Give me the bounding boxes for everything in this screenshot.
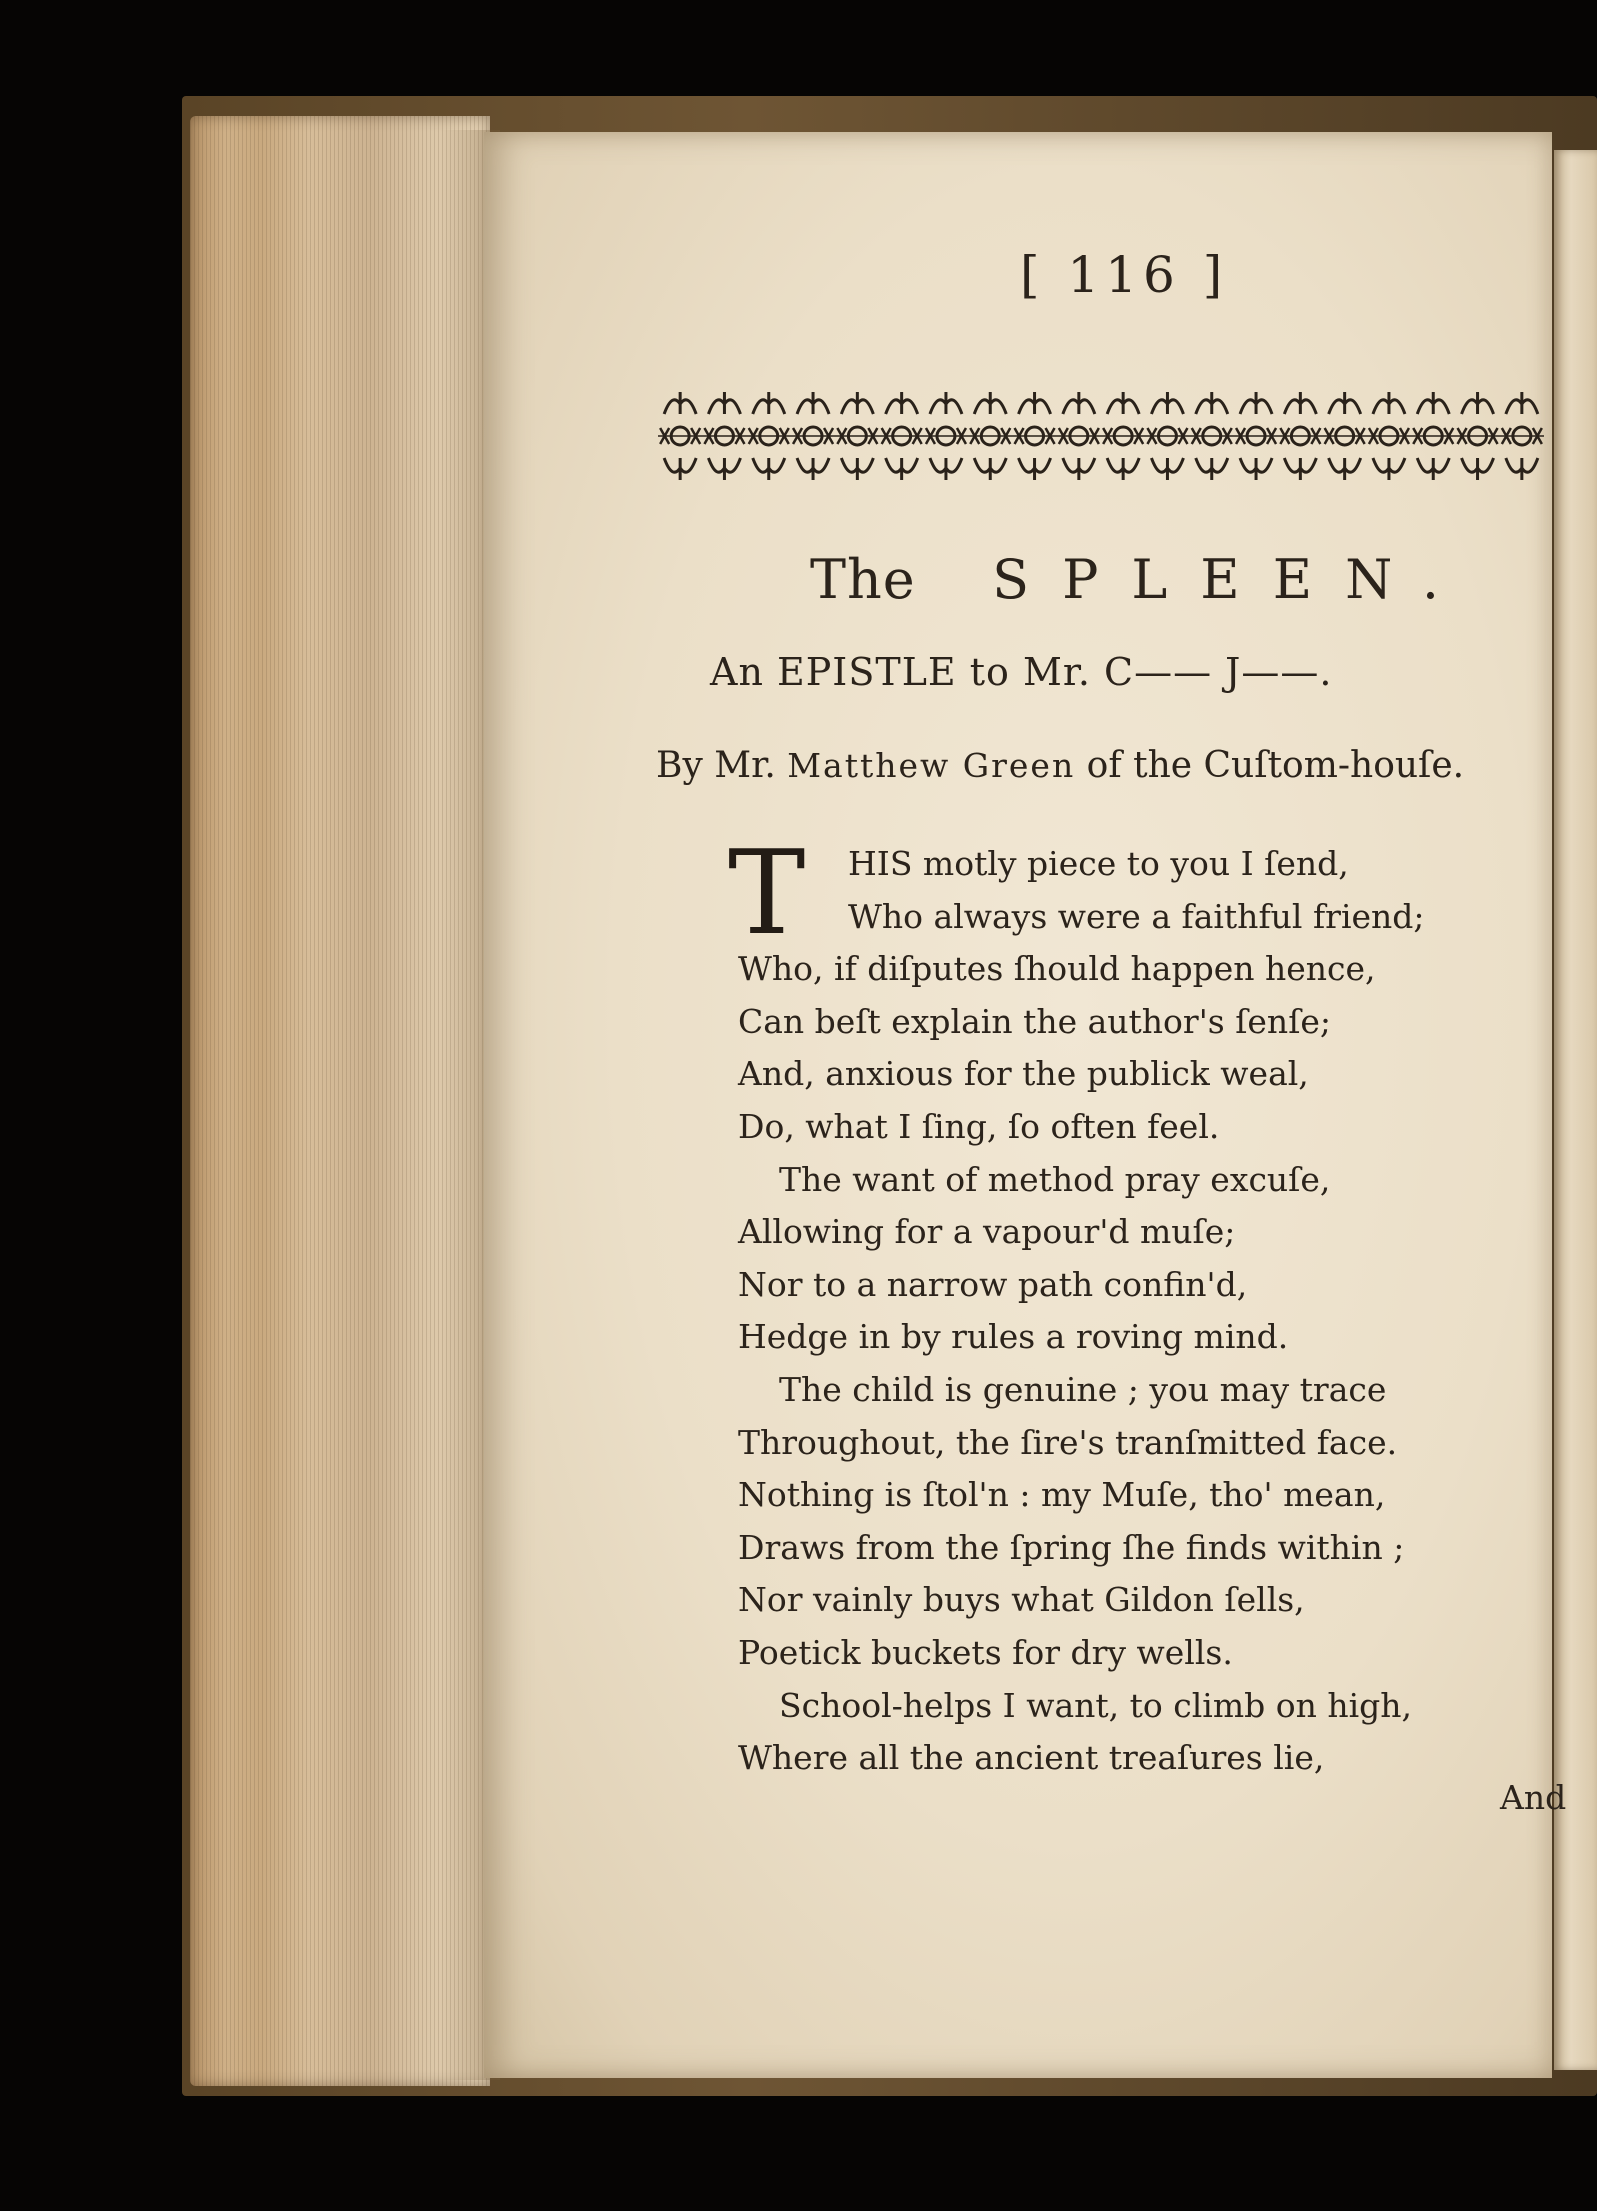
ornament-fleuron-bottom (1240, 458, 1272, 480)
ornament-fleuron-bottom (1462, 458, 1494, 480)
ornament-fleuron-bottom (1107, 458, 1139, 480)
author-line (656, 745, 1464, 786)
ornament-fleuron-top (1329, 392, 1361, 414)
ornament-fleuron-top (930, 392, 962, 414)
ornament-fleuron-bottom (841, 458, 873, 480)
verse-line: And, anxious for the publick weal, (738, 1054, 1309, 1093)
ornament-fleuron-bottom (1196, 458, 1228, 480)
verse-line: Who always were a faithful friend; (848, 897, 1425, 936)
catchword: And (1500, 1778, 1567, 1817)
ornament-fleuron-top (664, 392, 696, 414)
ornament-fleuron-bottom (1506, 458, 1538, 480)
ornament-fleuron-bottom (974, 458, 1006, 480)
verse-line: Allowing for a vapour'd muſe; (738, 1212, 1236, 1251)
ornament-fleuron-bottom (1284, 458, 1316, 480)
ornament-fleuron-top (841, 392, 873, 414)
author-prefix: By Mr. (656, 745, 776, 786)
ornament-fleuron-bottom (1151, 458, 1183, 480)
epistle-heading: An EPISTLE to Mr. C—— J——. (710, 650, 1333, 694)
ornament-fleuron-bottom (1329, 458, 1361, 480)
ornament-fleuron-bottom (1373, 458, 1405, 480)
ornament-fleuron-top (1373, 392, 1405, 414)
title-spleen: SPLEEN. (992, 548, 1473, 611)
ornament-fleuron-bottom (797, 458, 829, 480)
ornament-fleuron-top (886, 392, 918, 414)
ornament-fleuron-top (1506, 392, 1538, 414)
verse-line: Poetick buckets for dry wells. (738, 1633, 1233, 1672)
ornament-fleuron-bottom (930, 458, 962, 480)
ornament-fleuron-bottom (753, 458, 785, 480)
ornament-fleuron-bottom (708, 458, 740, 480)
verse-line: School-helps I want, to climb on high, (779, 1686, 1413, 1725)
ornament-fleuron-top (1417, 392, 1449, 414)
ornament-fleuron-bottom (1063, 458, 1095, 480)
page-title (810, 548, 1472, 611)
title-article: The (810, 548, 916, 611)
ornament-fleuron-top (1240, 392, 1272, 414)
drop-cap: T (728, 826, 806, 961)
ornament-fleuron-top (1019, 392, 1051, 414)
ornament-fleuron-bottom (1417, 458, 1449, 480)
ornament-fleuron-top (1107, 392, 1139, 414)
ornament-fleuron-top (1151, 392, 1183, 414)
ornament-fleuron-top (753, 392, 785, 414)
ornament-fleuron-bottom (1019, 458, 1051, 480)
verse-line: HIS motly piece to you I ſend, (848, 844, 1349, 883)
ornament-fleuron-bottom (664, 458, 696, 480)
verse-line: Who, if diſputes ſhould happen hence, (738, 949, 1376, 988)
ornament-band (658, 388, 1544, 484)
verse-line: Throughout, the ſire's tranſmitted face. (738, 1423, 1398, 1462)
ornament-fleuron-top (1063, 392, 1095, 414)
verse-line: Nor to a narrow path confin'd, (738, 1265, 1248, 1304)
ornament-fleuron-top (1284, 392, 1316, 414)
ornament-fleuron-top (797, 392, 829, 414)
verse-line: Hedge in by rules a roving mind. (738, 1317, 1289, 1356)
ornament-fleuron-top (974, 392, 1006, 414)
ornament-fleuron-top (708, 392, 740, 414)
page-number: [ 116 ] (1020, 246, 1229, 304)
verse-line: Nothing is ſtol'n : my Muſe, tho' mean, (738, 1475, 1386, 1514)
verse-line: Can beſt explain the author's ſenſe; (738, 1002, 1332, 1041)
author-name: Matthew Green (787, 746, 1076, 785)
verse-line: Where all the ancient treaſures lie, (738, 1738, 1325, 1777)
verse-line: The want of method pray excuſe, (779, 1160, 1331, 1199)
verse-line: Draws from the ſpring ſhe finds within ; (738, 1528, 1405, 1567)
verse-line: Nor vainly buys what Gildon ſells, (738, 1580, 1305, 1619)
ornament-fleuron-top (1462, 392, 1494, 414)
verse-line: The child is genuine ; you may trace (779, 1370, 1387, 1409)
ornament-fleuron-bottom (886, 458, 918, 480)
ornament-fleuron-top (1196, 392, 1228, 414)
verse-line: Do, what I ſing, ſo often feel. (738, 1107, 1220, 1146)
author-suffix: of the Cuſtom-houſe. (1086, 745, 1465, 786)
